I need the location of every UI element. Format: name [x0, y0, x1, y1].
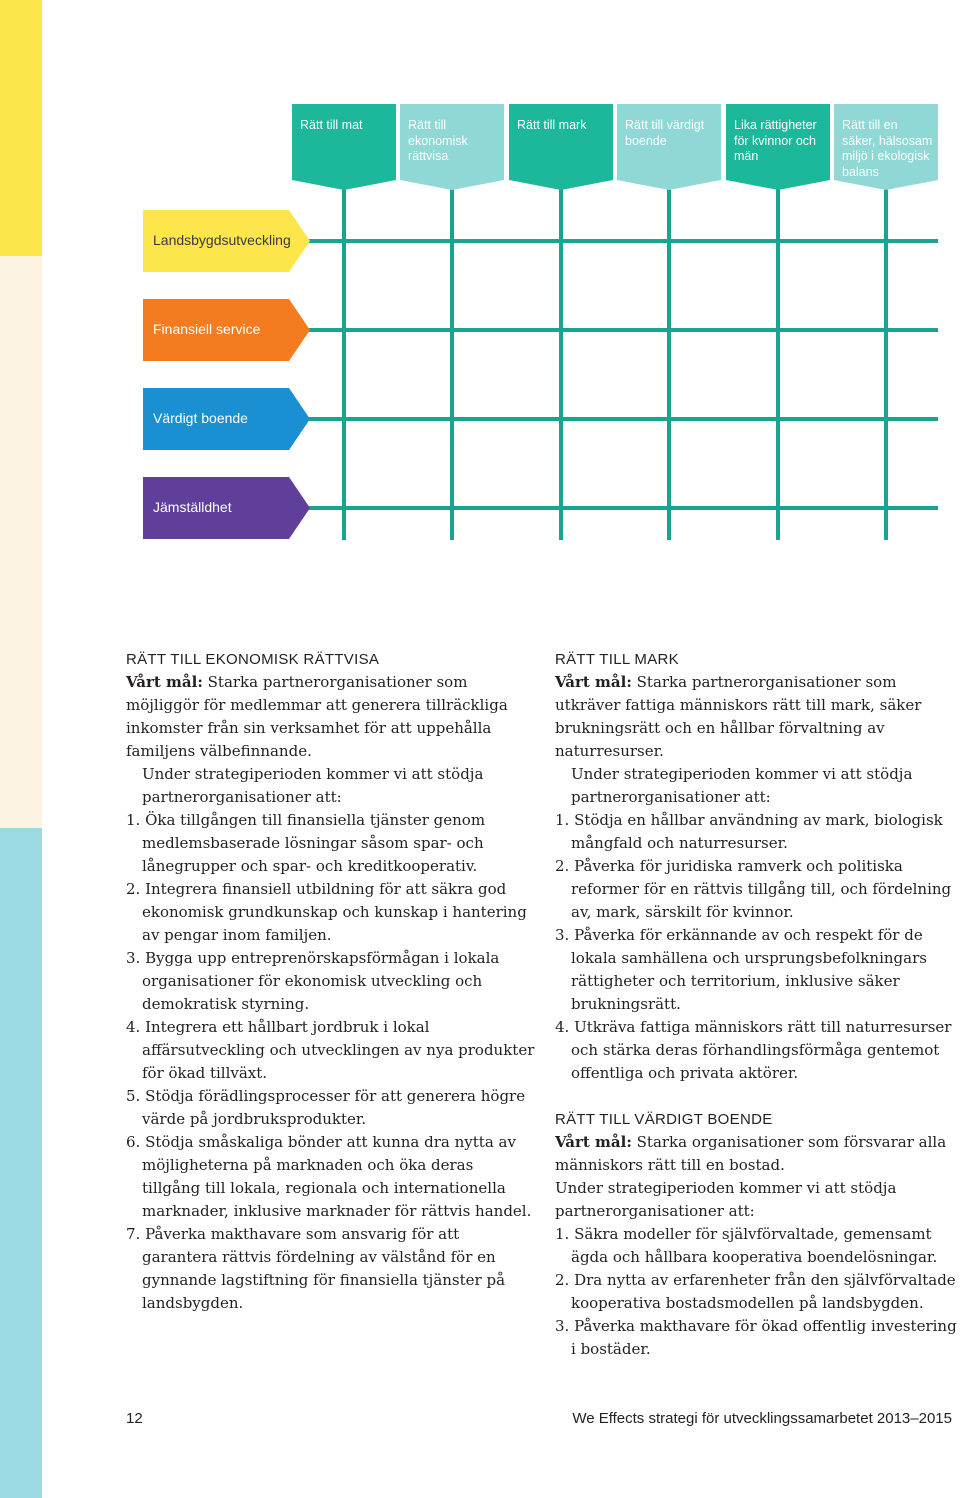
strip-light-blue: [0, 828, 42, 1498]
intro-text: Under strategiperioden kommer vi att stödja partnerorganisationer att:: [142, 765, 484, 806]
goal-paragraph: [555, 671, 960, 763]
row-label: Landsbygdsutveckling: [153, 232, 291, 248]
column-header-label: Rätt till mark: [517, 118, 587, 132]
list-item: 1. Säkra modeller för självförvaltade, gemensamt ägda och hållbara kooperativa boendelösningar.: [555, 1225, 938, 1266]
list-item: 1. Stödja en hållbar användning av mark, biologisk mångfald och naturresurser.: [555, 811, 943, 852]
list-item: 3. Påverka för erkännande av och respekt för de lokala samhällena och ursprungsbefolkningars rättigheter och territorium, inklusive säker brukningsrätt.: [555, 926, 927, 1013]
left-column: [126, 648, 536, 1315]
item-list: [555, 809, 960, 1085]
rights-matrix-diagram: [0, 0, 960, 560]
goal-text: Starka partnerorganisationer som möjliggör för medlemmar att generera tillräckliga inkomster från sin verksamhet för att uppehålla familjens välbefinnande.: [126, 673, 508, 760]
section-heading-mark: RÄTT TILL MARK: [555, 651, 679, 668]
list-item: 2. Påverka för juridiska ramverk och politiska reformer för en rättvis tillgång till, och fördelning av, mark, särskilt för kvinnor.: [555, 857, 952, 921]
footer-title: We Effects strategi för utvecklingssamarbetet 2013–2015: [572, 1410, 952, 1427]
list-item: 2. Dra nytta av erfarenheter från den självförvaltade kooperativa bostadsmodellen på landsbygden.: [555, 1271, 956, 1312]
row-label: Värdigt boende: [153, 410, 248, 426]
intro-text: Under strategiperioden kommer vi att stödja partnerorganisationer att:: [571, 765, 913, 806]
row-label: Finansiell service: [153, 321, 261, 337]
goal-paragraph: [555, 1131, 960, 1177]
item-list: [555, 1223, 960, 1361]
goal-text: Starka organisationer som försvarar alla människors rätt till en bostad.: [555, 1133, 947, 1174]
page-number: 12: [126, 1410, 143, 1427]
list-item: 1. Öka tillgången till finansiella tjänster genom medlemsbaserade lösningar såsom spar- och lånegrupper och spar- och kreditkooperativ.: [126, 811, 486, 875]
column-header-label: Rätt till mat: [300, 118, 363, 132]
column-header-label: Rätt till ekonomisk rättvisa: [408, 118, 468, 163]
list-item: 4. Integrera ett hållbart jordbruk i lokal affärsutveckling och utvecklingen av nya produkter för ökad tillväxt.: [126, 1018, 535, 1082]
right-column: [555, 648, 960, 1361]
item-list: [126, 809, 536, 1315]
intro-text: Under strategiperioden kommer vi att stödja partnerorganisationer att:: [555, 1179, 897, 1220]
section-heading-vardigt-boende: RÄTT TILL VÄRDIGT BOENDE: [555, 1111, 773, 1128]
list-item: 6. Stödja småskaliga bönder att kunna dra nytta av möjligheterna på marknaden och öka deras tillgång till lokala, regionala och internationella marknader, inklusive marknader för rättvis handel.: [126, 1133, 532, 1220]
list-item: 2. Integrera finansiell utbildning för att säkra god ekonomisk grundkunskap och kunskap i hantering av pengar inom familjen.: [126, 880, 527, 944]
column-header-label: Rätt till en säker, hälsosam miljö i ekologisk balans: [842, 118, 933, 179]
column-header-shape: [509, 104, 613, 190]
section-heading-ekonomisk-rattvisa: RÄTT TILL EKONOMISK RÄTTVISA: [126, 651, 380, 668]
list-item: 3. Påverka makthavare för ökad offentlig investering i bostäder.: [555, 1317, 957, 1358]
goal-text: Starka partnerorganisationer som utkräver fattiga människors rätt till mark, säker brukningsrätt och en hållbar förvaltning av naturresurser.: [555, 673, 922, 760]
goal-label: Vårt mål:: [555, 1133, 632, 1151]
list-item: 5. Stödja förädlingsprocesser för att generera högre värde på jordbruksprodukter.: [126, 1087, 526, 1128]
list-item: 4. Utkräva fattiga människors rätt till naturresurser och stärka deras förhandlingsförmåga gentemot offentliga och privata aktörer.: [555, 1018, 952, 1082]
row-label: Jämställdhet: [153, 499, 232, 515]
list-item: 7. Påverka makthavare som ansvarig för att garantera rättvis fördelning av välstånd för en gynnande lagstiftning för finansiella tjänster på landsbygden.: [126, 1225, 506, 1312]
column-header-label: Lika rättigheter för kvinnor och män: [734, 118, 817, 163]
goal-paragraph: [126, 671, 536, 763]
goal-label: Vårt mål:: [126, 673, 203, 691]
column-header-shape: [292, 104, 396, 190]
column-header-label: Rätt till värdigt boende: [625, 118, 705, 148]
list-item: 3. Bygga upp entreprenörskapsförmågan i lokala organisationer för ekonomisk utveckling och demokratisk styrning.: [126, 949, 500, 1013]
goal-label: Vårt mål:: [555, 673, 632, 691]
